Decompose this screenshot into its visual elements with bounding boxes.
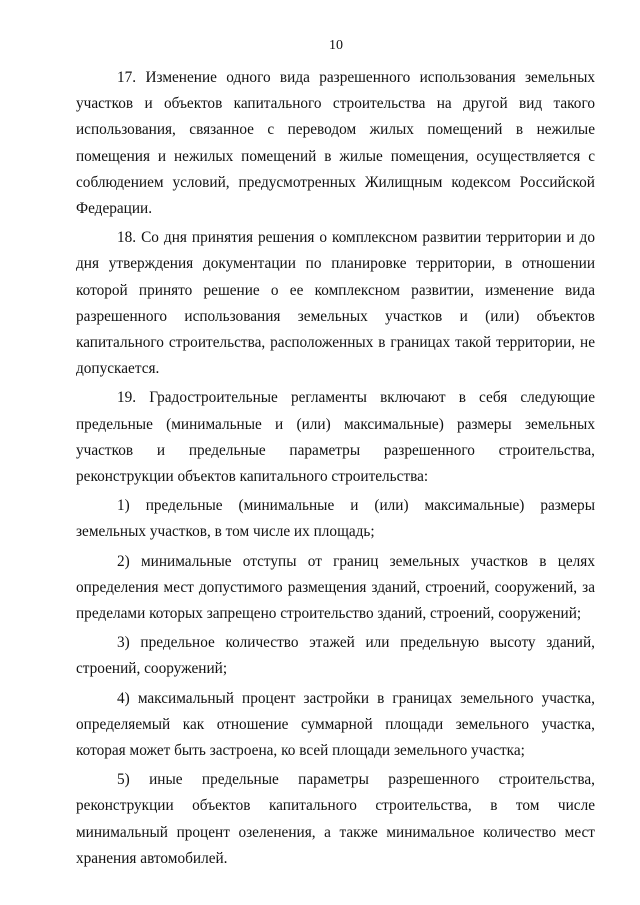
list-item-2: 2) минимальные отступы от границ земельных участков в целях определения мест допустимого размещения зданий, строений, сооружений, за пределами которых запрещено строительство зданий, строений, сооружений; <box>76 552 595 623</box>
page-number: 10 <box>329 38 343 53</box>
list-item-4: 4) максимальный процент застройки в границах земельного участка, определяемый как отношение суммарной площади земельного участка, которая может быть застроена, ко всей площади земельного участка; <box>76 689 595 760</box>
document-body <box>76 65 595 875</box>
paragraph-18: 18. Со дня принятия решения о комплексном развитии территории и до дня утверждения документации по планировке территории, в отношении которой принято решение о ее комплексном развитии, изменение вида разрешенного использования земельных участков и (или) объектов капитального строительства, расположенных в границах такой территории, не допускается. <box>76 229 595 378</box>
list-item-5: 5) иные предельные параметры разрешенного строительства, реконструкции объектов капитального строительства, в том числе минимальный процент озеленения, а также минимальное количество мест хранения автомобилей. <box>76 771 595 867</box>
paragraph-19: 19. Градостроительные регламенты включают в себя следующие предельные (минимальные и (или) максимальные) размеры земельных участков и предельные параметры разрешенного строительства, реконструкции объектов капитального строительства: <box>76 389 595 486</box>
list-item-1: 1) предельные (минимальные и (или) максимальные) размеры земельных участков, в том числе их площадь; <box>76 497 595 541</box>
paragraph-17: 17. Изменение одного вида разрешенного использования земельных участков и объектов капитального строительства на другой вид такого использования, связанное с переводом жилых помещений в нежилые помещения и нежилых помещений в жилые помещения, осуществляется с соблюдением условий, предусмотренных Жилищным кодексом Российской Федерации. <box>76 69 595 218</box>
list-item-3: 3) предельное количество этажей или предельную высоту зданий, строений, сооружений; <box>76 634 595 678</box>
